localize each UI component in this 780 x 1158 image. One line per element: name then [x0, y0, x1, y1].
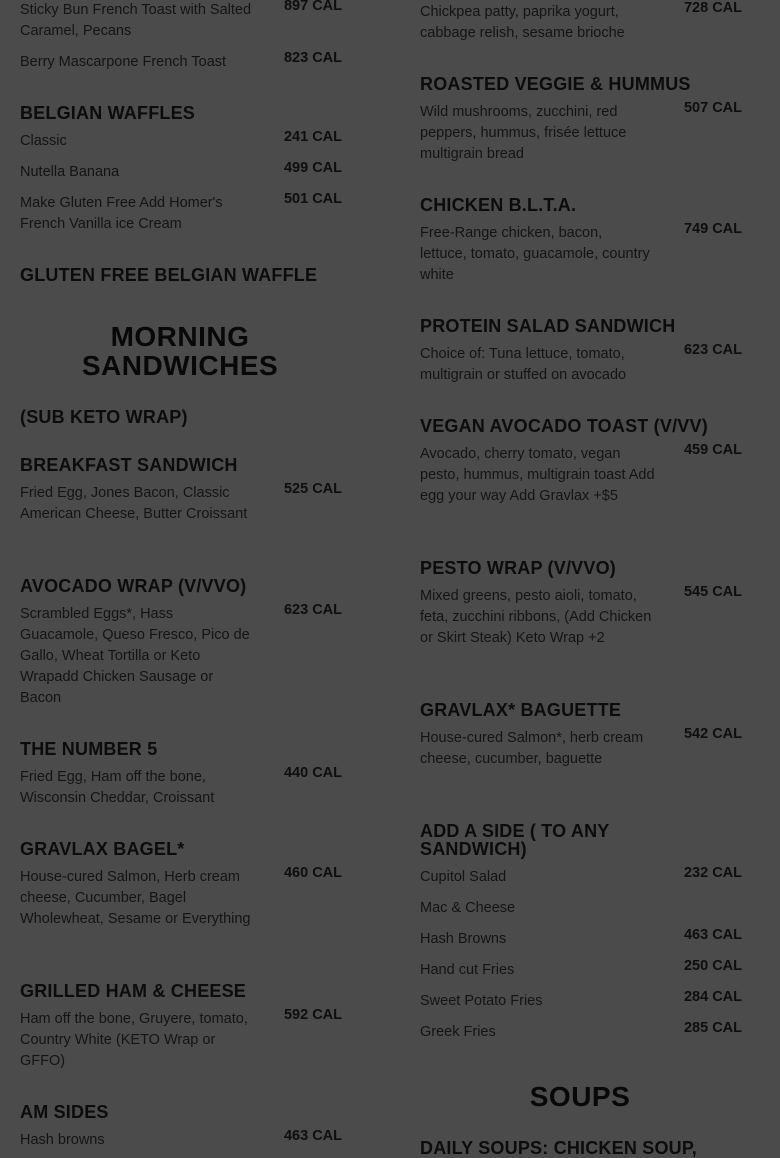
calorie-label: 623 CAL: [283, 602, 342, 618]
section-heading-belgian-waffles: BELGIAN WAFFLES: [20, 103, 195, 123]
calorie-label: 499 CAL: [283, 160, 342, 176]
calorie-label: 285 CAL: [683, 1020, 742, 1036]
calorie-label: 592 CAL: [283, 1007, 342, 1023]
calorie-label: 542 CAL: [683, 726, 742, 742]
menu-item-description: Berry Mascarpone French Toast: [20, 54, 227, 70]
calorie-label: 823 CAL: [283, 50, 342, 66]
calorie-label: 545 CAL: [683, 584, 742, 600]
section-heading-gluten-free-waffle: GLUTEN FREE BELGIAN WAFFLE: [20, 265, 318, 285]
section-heading-protein-salad: PROTEIN SALAD SANDWICH: [420, 316, 676, 336]
section-heading-avocado-wrap: AVOCADO WRAP (V/VVO): [20, 576, 247, 596]
side-item-name: Hash Browns: [420, 931, 507, 947]
menu-item-description: Scrambled Eggs*, Hass Guacamole, Queso Fresco, Pico de Gallo, Wheat Tortilla or Keto Wrapadd Chicken Sausage or Bacon: [20, 606, 250, 706]
side-item-name: Hand cut Fries: [420, 962, 515, 978]
menu-item-description: Fried Egg, Ham off the bone, Wisconsin Cheddar, Croissant: [20, 769, 215, 806]
side-item-name: Sweet Potato Fries: [420, 993, 543, 1009]
section-heading-sub-keto-wrap: (SUB KETO WRAP): [20, 407, 188, 427]
section-heading-gravlax-baguette: GRAVLAX* BAGUETTE: [420, 700, 622, 720]
calorie-label: 459 CAL: [683, 442, 742, 458]
menu-item-description: House-cured Salmon*, herb cream cheese, cucumber, baguette: [420, 730, 644, 767]
section-heading-am-sides: AM SIDES: [20, 1102, 109, 1122]
calorie-label: 463 CAL: [283, 1128, 342, 1144]
menu-item-description: Avocado, cherry tomato, vegan pesto, hummus, multigrain toast Add egg your way Add Gravlax +$5: [420, 446, 655, 504]
calorie-label: 284 CAL: [683, 989, 742, 1005]
calorie-label: 241 CAL: [283, 129, 342, 145]
category-heading-morning-sandwiches: MORNING SANDWICHES: [81, 321, 279, 381]
section-heading-pesto-wrap: PESTO WRAP (V/VVO): [420, 558, 616, 578]
menu-item-description: Hash browns: [20, 1132, 105, 1148]
category-heading-soups: SOUPS: [529, 1081, 631, 1112]
calorie-label: 507 CAL: [683, 100, 742, 116]
menu-item-description: Classic: [20, 133, 67, 149]
section-heading-the-number-5: THE NUMBER 5: [20, 739, 158, 759]
section-heading-gravlax-bagel: GRAVLAX BAGEL*: [20, 839, 185, 859]
section-heading-daily-soups: DAILY SOUPS: CHICKEN SOUP,: [420, 1138, 697, 1158]
calorie-label: 460 CAL: [283, 865, 342, 881]
section-heading-grilled-ham-cheese: GRILLED HAM & CHEESE: [20, 981, 247, 1001]
calorie-label: 623 CAL: [683, 342, 742, 358]
section-heading-chicken-blta: CHICKEN B.L.T.A.: [420, 195, 577, 215]
menu-item-description: Wild mushrooms, zucchini, red peppers, hummus, frisée lettuce multigrain bread: [420, 104, 627, 162]
calorie-label: 232 CAL: [683, 865, 742, 881]
calorie-label: 463 CAL: [683, 927, 742, 943]
side-item-name: Mac & Cheese: [420, 900, 516, 916]
side-item-name: Cupitol Salad: [420, 869, 507, 885]
menu-item-description: Mixed greens, pesto aioli, tomato, feta, zucchini ribbons, (Add Chicken or Skirt Steak) Keto Wrap +2: [420, 588, 652, 646]
menu-item-description: Chickpea patty, paprika yogurt, cabbage relish, sesame brioche: [420, 4, 625, 41]
calorie-label: 440 CAL: [283, 765, 342, 781]
section-heading-roasted-veggie: ROASTED VEGGIE & HUMMUS: [420, 74, 691, 94]
menu-item-description: Choice of: Tuna lettuce, tomato, multigrain or stuffed on avocado: [420, 346, 627, 383]
section-heading-add-a-side: ADD A SIDE ( TO ANY SANDWICH): [420, 821, 610, 859]
menu-item-description: Make Gluten Free Add Homer's French Vanilla ice Cream: [20, 195, 223, 232]
section-heading-breakfast-sandwich: BREAKFAST SANDWICH: [20, 455, 238, 475]
calorie-label: 749 CAL: [683, 221, 742, 237]
menu-item-description: House-cured Salmon, Herb cream cheese, Cucumber, Bagel Wholewheat, Sesame or Everything: [20, 869, 251, 927]
calorie-label: 525 CAL: [283, 481, 342, 497]
calorie-label: 501 CAL: [283, 191, 342, 207]
calorie-label: 728 CAL: [683, 0, 742, 16]
side-item-name: Greek Fries: [420, 1024, 496, 1040]
section-heading-vegan-avocado-toast: VEGAN AVOCADO TOAST (V/VV): [420, 416, 708, 436]
menu-item-description: Free-Range chicken, bacon, lettuce, tomato, guacamole, country white: [420, 225, 650, 283]
calorie-label: 897 CAL: [283, 0, 342, 14]
menu-item-description: Fried Egg, Jones Bacon, Classic American Cheese, Butter Croissant: [20, 485, 248, 522]
menu-item-description: Nutella Banana: [20, 164, 120, 180]
calorie-label: 250 CAL: [683, 958, 742, 974]
menu-item-description: Ham off the bone, Gruyere, tomato, Country White (KETO Wrap or GFFO): [20, 1011, 248, 1069]
menu-item-description: Sticky Bun French Toast with Salted Caramel, Pecans: [20, 2, 252, 39]
